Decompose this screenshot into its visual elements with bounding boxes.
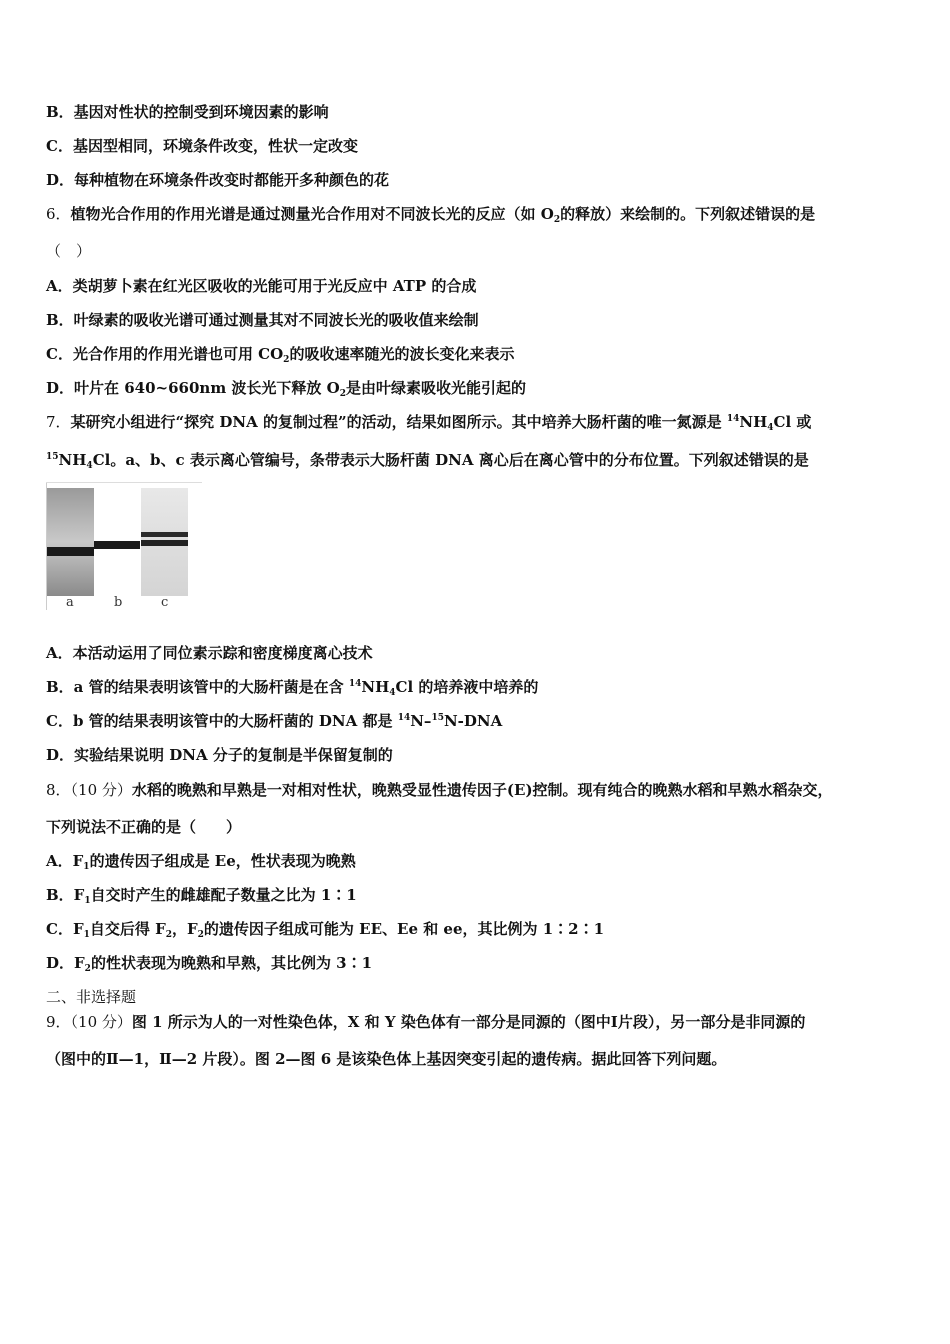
q8-option-c: C．$F_1$自交后得 $F_2$，$F_2$的遗传因子组成可能为 EE、Ee 和 ee，其比例为 1∶2∶1 xyxy=(46,920,605,940)
q8-stem: 8．（10 分）水稻的晚熟和早熟是一对相对性状，晚熟受显性遗传因子(E)控制。现有纯合的晚熟水稻和早熟水稻杂交， xyxy=(46,781,833,799)
q7-option-a: A．本活动运用了同位素示踪和密度梯度离心技术 xyxy=(46,644,373,662)
tube-a xyxy=(47,488,94,596)
tube-a-band xyxy=(47,547,94,556)
q9-stem: 9．（10 分）图 1 所示为人的一对性染色体，X 和 Y 染色体有一部分是同源的（图中Ⅰ片段），另一部分是非同源的 xyxy=(46,1013,806,1031)
q9-number: 9．（10 分） xyxy=(46,1013,132,1031)
q5-option-d: D．每种植物在环境条件改变时都能开多种颜色的花 xyxy=(46,171,390,189)
tube-c-band-upper xyxy=(141,532,188,537)
q7-stem-continued: $^{15}NH_4Cl$。a、b、c 表示离心管编号，条带表示大肠杆菌 DNA 离心后在离心管中的分布位置。下列叙述错误的是 xyxy=(46,451,809,471)
q9-stem-continued: （图中的Ⅱ—1，Ⅱ—2 片段）。图 2—图 6 是该染色体上基因突变引起的遗传病。据此回答下列问题。 xyxy=(46,1050,727,1068)
q6-option-d: D．叶片在 640~660nm 波长光下释放 $O_2$是由叶绿素吸收光能引起的 xyxy=(46,379,526,399)
q6-option-a: A．类胡萝卜素在红光区吸收的光能可用于光反应中 ATP 的合成 xyxy=(46,277,477,295)
q6-answer-paren: （ ） xyxy=(46,242,92,260)
q7-option-d: D．实验结果说明 DNA 分子的复制是半保留复制的 xyxy=(46,746,393,764)
centrifuge-tubes-figure xyxy=(46,482,202,612)
tube-b-band xyxy=(94,541,140,549)
tube-label-c: c xyxy=(161,595,169,610)
q6-option-b: B．叶绿素的吸收光谱可通过测量其对不同波长光的吸收值来绘制 xyxy=(46,311,479,329)
tube-label-a: a xyxy=(66,595,74,610)
q6-option-c: C．光合作用的作用光谱也可用 $CO_2$的吸收速率随光的波长变化来表示 xyxy=(46,345,515,365)
q8-option-a: A．$F_1$的遗传因子组成是 Ee，性状表现为晚熟 xyxy=(46,852,356,872)
q7-number: 7． xyxy=(46,413,71,431)
q7-stem: 7．某研究小组进行“探究 DNA 的复制过程”的活动，结果如图所示。其中培养大肠杆菌的唯一氮源是 $^{14}NH_4Cl$ 或 xyxy=(46,413,812,433)
q5-option-b: B．基因对性状的控制受到环境因素的影响 xyxy=(46,103,329,121)
q6-stem: 6．植物光合作用的作用光谱是通过测量光合作用对不同波长光的反应（如 $O_2$的释放）来绘制的。下列叙述错误的是 xyxy=(46,205,816,225)
q8-option-d: D．$F_2$的性状表现为晚熟和早熟，其比例为 3∶1 xyxy=(46,954,373,974)
q8-number: 8．（10 分） xyxy=(46,781,132,799)
q5-option-c: C．基因型相同，环境条件改变，性状一定改变 xyxy=(46,137,358,155)
q6-number: 6． xyxy=(46,205,71,223)
tube-label-b: b xyxy=(114,595,123,610)
tube-c-band-lower xyxy=(141,540,188,546)
section-heading: 二、非选择题 xyxy=(46,988,137,1006)
q7-option-b: B．a 管的结果表明该管中的大肠杆菌是在含 $^{14}NH_4Cl$ 的培养液中培养的 xyxy=(46,678,539,698)
q8-stem-continued: 下列说法不正确的是（ ） xyxy=(46,818,242,836)
q7-option-c: C．b 管的结果表明该管中的大肠杆菌的 DNA 都是 $^{14}$N–$^{15}$N-DNA xyxy=(46,712,503,730)
q8-option-b: B．$F_1$自交时产生的雌雄配子数量之比为 1∶1 xyxy=(46,886,357,906)
